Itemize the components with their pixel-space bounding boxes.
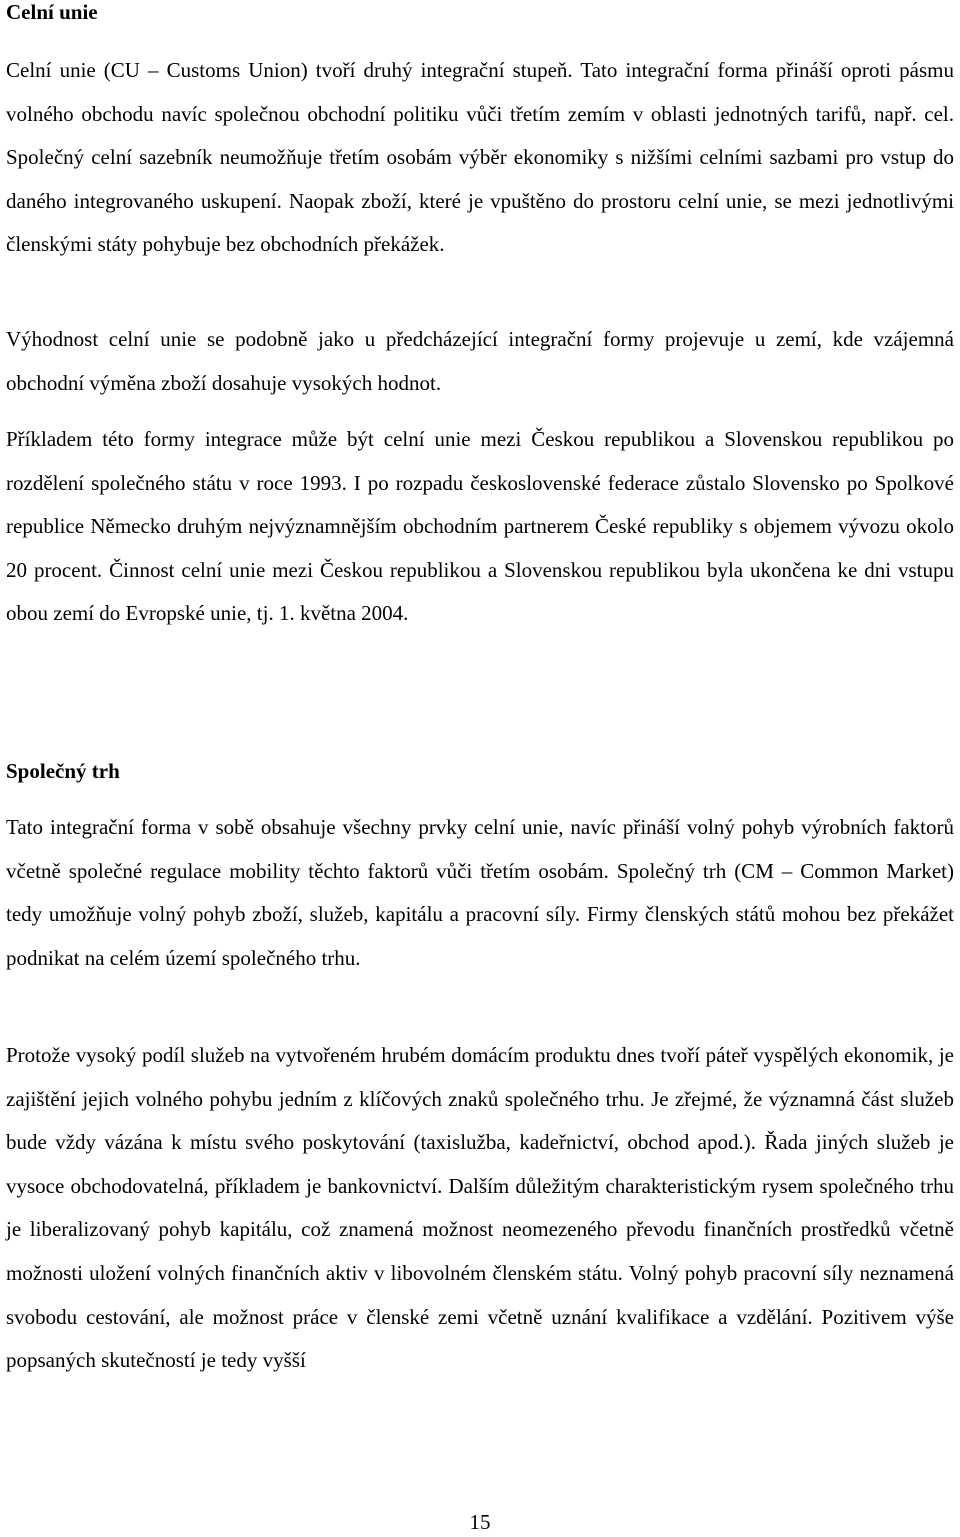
section-heading-celni-unie: Celní unie: [6, 0, 98, 24]
page-number: 15: [469, 1510, 491, 1534]
paragraph: Celní unie (CU – Customs Union) tvoří druhý integrační stupeň. Tato integrační forma přináší oproti pásmu volného obchodu navíc společnou obchodní politiku vůči třetím zemím v oblasti jednotných tarifů, např. cel. Společný celní sazebník neumožňuje třetím osobám výběr ekonomiky s nižšími celními sazbami pro vstup do daného integrovaného uskupení. Naopak zboží, které je vpuštěno do prostoru celní unie, se mezi jednotlivými členskými státy pohybuje bez obchodních překážek.: [6, 58, 954, 257]
paragraph: Tato integrační forma v sobě obsahuje všechny prvky celní unie, navíc přináší volný pohyb výrobních faktorů včetně společné regulace mobility těchto faktorů vůči třetím osobám. Společný trh (CM – Common Market) tedy umožňuje volný pohyb zboží, služeb, kapitálu a pracovní síly. Firmy členských států mohou bez překážet podnikat na celém území společného trhu.: [6, 815, 954, 970]
paragraph: Příkladem této formy integrace může být celní unie mezi Českou republikou a Slovenskou republikou po rozdělení společného státu v roce 1993. I po rozpadu československé federace zůstalo Slovensko po Spolkové republice Německo druhým nejvýznamnějším obchodním partnerem České republiky s objemem vývozu okolo 20 procent. Činnost celní unie mezi Českou republikou a Slovenskou republikou byla ukončena ke dni vstupu obou zemí do Evropské unie, tj. 1. května 2004.: [6, 427, 954, 626]
section-heading-spolecny-trh: Společný trh: [6, 759, 120, 783]
paragraph: Protože vysoký podíl služeb na vytvořeném hrubém domácím produktu dnes tvoří páteř vyspělých ekonomik, je zajištění jejich volného pohybu jedním z klíčových znaků společného trhu. Je zřejmé, že významná část služeb bude vždy vázána k místu svého poskytování (taxislužba, kadeřnictví, obchod apod.). Řada jiných služeb je vysoce obchodovatelná, příkladem je bankovnictví. Dalším důležitým charakteristickým rysem společného trhu je liberalizovaný pohyb kapitálu, což znamená možnost neomezeného převodu finančních prostředků včetně možnosti uložení volných finančních aktiv v libovolném členském státu. Volný pohyb pracovní síly neznamená svobodu cestování, ale možnost práce v členské zemi včetně uznání kvalifikace a vzdělání. Pozitivem výše popsaných skutečností je tedy vyšší: [6, 1043, 954, 1373]
paragraph: Výhodnost celní unie se podobně jako u předcházející integrační formy projevuje u zemí, kde vzájemná obchodní výměna zboží dosahuje vysokých hodnot.: [6, 327, 954, 395]
